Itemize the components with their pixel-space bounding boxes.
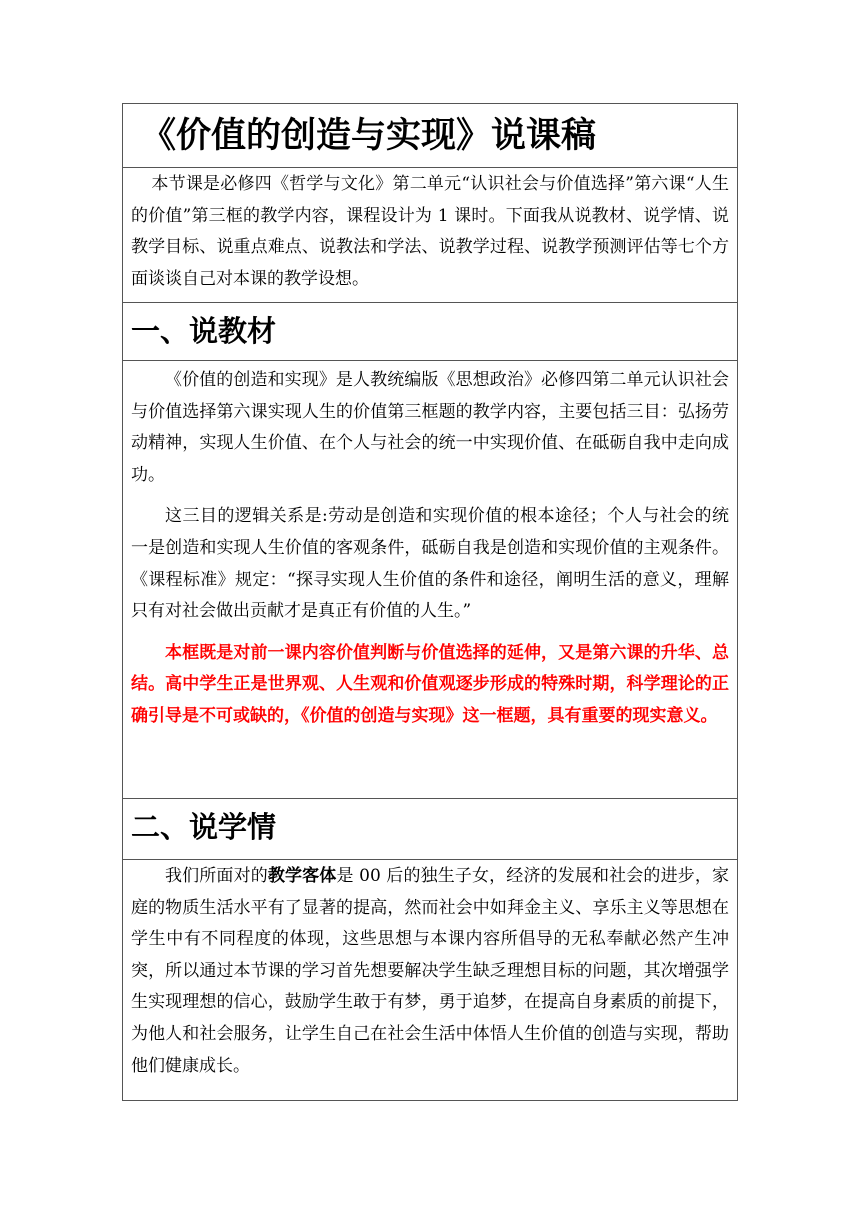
textbook-paragraph-emphasis: 本框既是对前一课内容价值判断与价值选择的延伸，又是第六课的升华、总结。高中学生正是世界观、人生观和价值观逐步形成的特殊时期，科学理论的正确引导是不可或缺的，《价值的创造与实现》这一框题，具有重要的现实意义。 (131, 642, 729, 726)
intro-row (123, 168, 738, 303)
textbook-paragraph-1: 《价值的创造和实现》是人教统编版《思想政治》必修四第二单元认识社会与价值选择第六课实现人生的价值第三框题的教学内容，主要包括三目：弘扬劳动精神，实现人生价值、在个人与社会的统一中实现价值、在砥砺自我中走向成功。 (131, 370, 729, 485)
lesson-plan-table (122, 103, 738, 1101)
section-heading-student-analysis: 二、说学情 (131, 810, 277, 844)
section1-heading-cell (123, 303, 738, 361)
title-cell (123, 104, 738, 168)
section-heading-textbook: 一、说教材 (131, 314, 277, 348)
student-analysis-paragraph (131, 861, 729, 1082)
section2-body-cell (123, 860, 738, 1101)
section1-heading-row (123, 303, 738, 361)
paragraph-rest: 是 00 后的独生子女，经济的发展和社会的进步，家庭的物质生活水平有了显著的提高，然而社会中如拜金主义、享乐主义等思想在学生中有不同程度的体现，这些思想与本课内容所倡导的无私奉献必然产生冲突，所以通过本节课的学习首先想要解决学生缺乏理想目标的问题，其次增强学生实现理想的信心，鼓励学生敢于有梦，勇于追梦，在提高自身素质的前提下，为他人和社会服务，让学生自己在社会生活中体悟人生价值的创造与实现，帮助他们健康成长。 (131, 866, 730, 1076)
intro-paragraph: 本节课是必修四《哲学与文化》第二单元“认识社会与价值选择”第六课“人生的价值”第三框的教学内容，课程设计为 1 课时。下面我从说教材、说学情、说教学目标、说重点难点、说教法和学法、说教学过程、说教学预测评估等七个方面谈谈自己对本课的教学设想。 (131, 174, 729, 289)
section1-body-cell (123, 361, 738, 799)
section2-heading-cell (123, 799, 738, 860)
section1-body-row (123, 361, 738, 799)
section2-heading-row (123, 799, 738, 860)
document-title: 《价值的创造与实现》说课稿 (141, 115, 597, 156)
paragraph-prefix: 我们所面对的 (165, 866, 268, 886)
intro-cell (123, 168, 738, 303)
textbook-paragraph-2: 这三目的逻辑关系是:劳动是创造和实现价值的根本途径；个人与社会的统一是创造和实现人生价值的客观条件，砥砺自我是创造和实现价值的主观条件。《课程标准》规定：“探寻实现人生价值的条件和途径，阐明生活的意义，理解只有对社会做出贡献才是真正有价值的人生。” (131, 506, 729, 622)
title-row (123, 104, 738, 168)
bold-term: 教学客体 (267, 866, 337, 886)
section2-body-row (123, 860, 738, 1101)
